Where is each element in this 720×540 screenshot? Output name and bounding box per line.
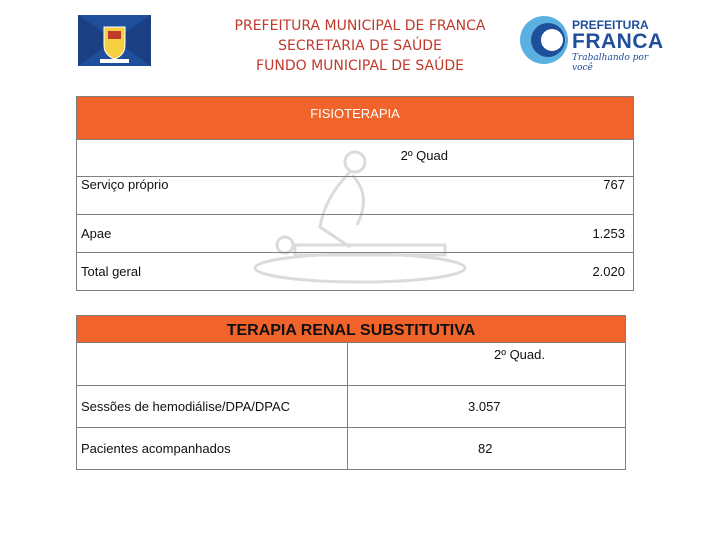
logo-tagline: Trabalhando por você (572, 53, 649, 73)
row-value: 767 (456, 177, 634, 215)
table-row (77, 253, 634, 291)
table-row (77, 177, 634, 215)
row-label: Total geral (77, 253, 456, 291)
row-label: Pacientes acompanhados (77, 428, 348, 470)
logo-line-1: PREFEITURA (572, 18, 649, 32)
row-label: Serviço próprio (77, 177, 456, 215)
row-label: Sessões de hemodiálise/DPA/DPAC (77, 386, 348, 428)
prefeitura-franca-logo (518, 14, 664, 73)
fisioterapia-column-header: 2º Quad (77, 140, 634, 177)
table-row (77, 386, 626, 428)
trs-header-empty (77, 343, 348, 386)
table-row (77, 215, 634, 253)
row-value: 82 (348, 428, 626, 470)
header-line-1: PREFEITURA MUNICIPAL DE FRANCA (234, 18, 486, 34)
header-line-2: SECRETARIA DE SAÚDE (278, 38, 442, 54)
row-value: 2.020 (456, 253, 634, 291)
trs-table (76, 315, 626, 470)
header-line-3: FUNDO MUNICIPAL DE SAÚDE (256, 58, 464, 74)
fisioterapia-table (76, 96, 634, 291)
trs-column-header: 2º Quad. (348, 343, 626, 386)
city-coat-of-arms-logo (78, 15, 151, 66)
logo-line-2: FRANCA (572, 30, 664, 53)
fisioterapia-title: FISIOTERAPIA (77, 97, 634, 140)
trs-title (77, 316, 626, 343)
trs-title-text: TERAPIA RENAL SUBSTITUTIVA (226, 322, 476, 339)
row-label: Apae (77, 215, 456, 253)
row-value: 1.253 (456, 215, 634, 253)
table-row (77, 428, 626, 470)
row-value: 3.057 (348, 386, 626, 428)
